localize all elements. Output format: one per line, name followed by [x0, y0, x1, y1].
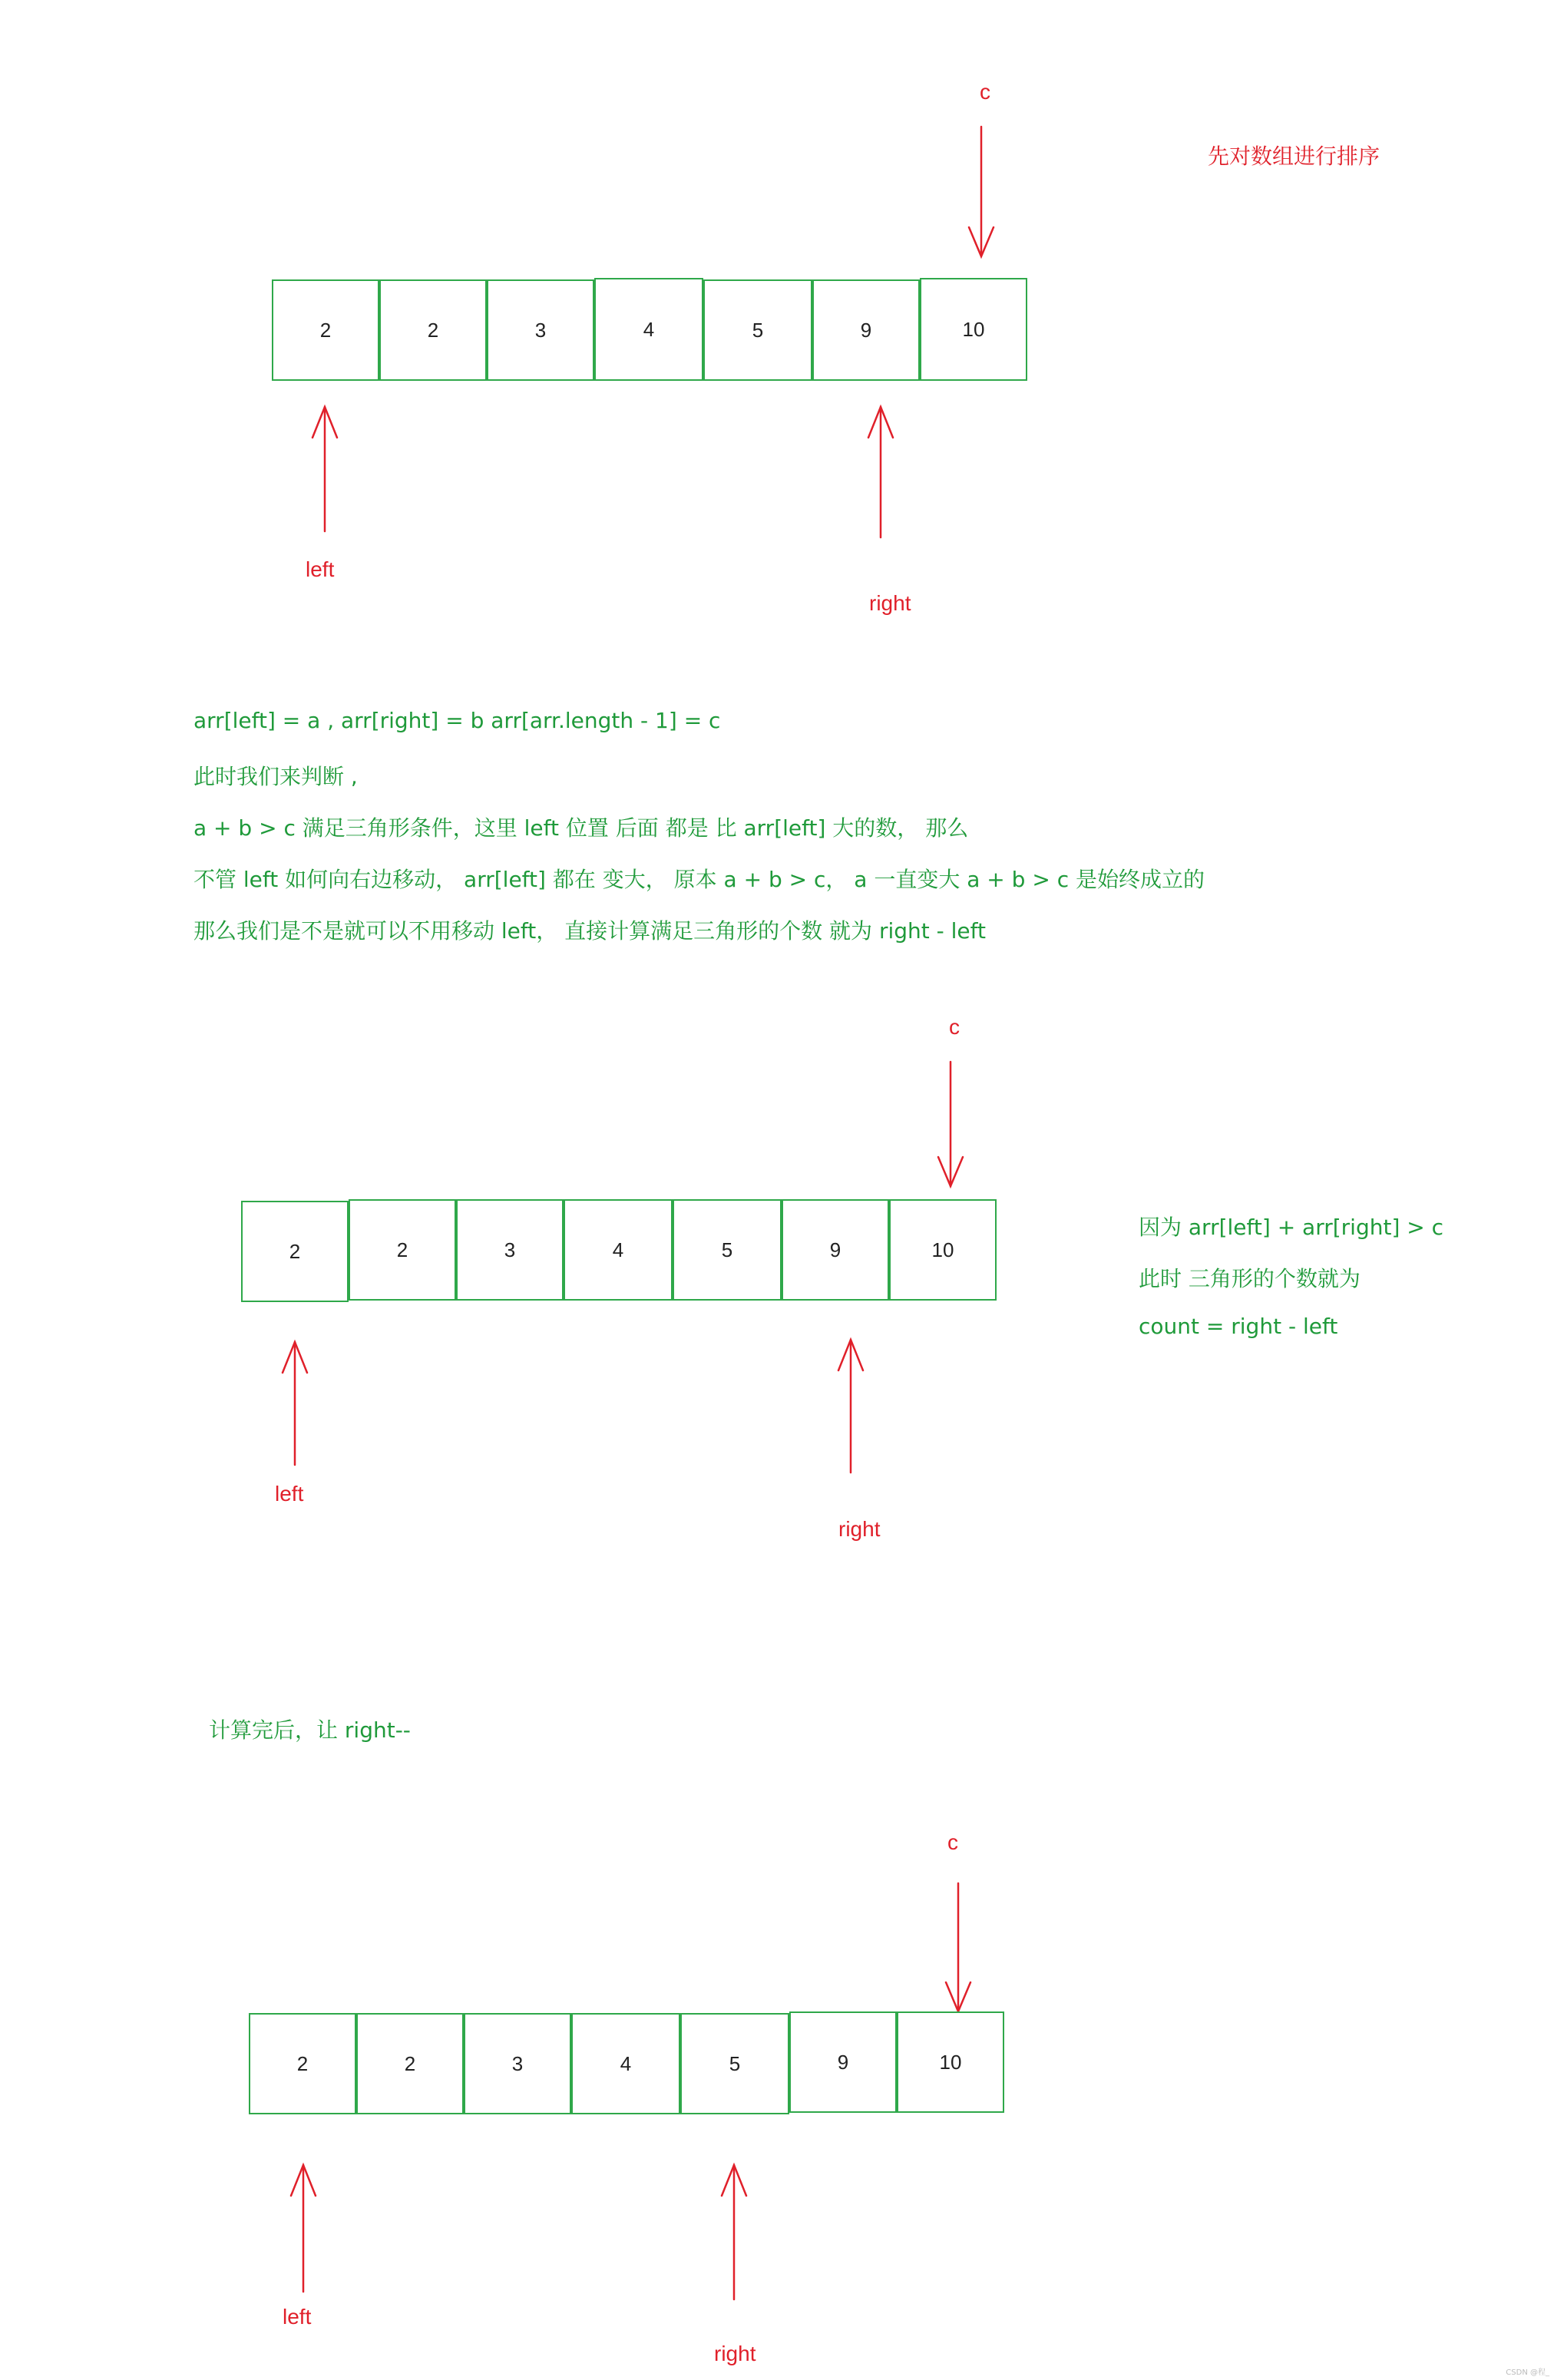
explanation-line: 此时我们来判断 , [193, 764, 358, 789]
c-arrow-3 [946, 1883, 970, 2011]
array-cell: 3 [464, 2013, 571, 2114]
explanation-line: 不管 left 如何向右边移动， arr[left] 都在 变大， 原本 a + b > c， a 一直变大 a + b > c 是始终成立的 [193, 867, 1205, 892]
array-cell: 4 [594, 278, 703, 381]
side-note-line: 因为 arr[left] + arr[right] > c [1139, 1215, 1444, 1240]
array-cell: 2 [356, 2013, 464, 2114]
array-cell: 10 [920, 278, 1027, 381]
after-note: 计算完后，让 right-- [209, 1717, 411, 1743]
left-label-2: left [275, 1482, 304, 1506]
array-cell: 4 [564, 1199, 673, 1301]
array-cell: 2 [249, 2013, 356, 2114]
right-label-3: right [714, 2342, 756, 2365]
array-cell: 9 [812, 279, 920, 381]
side-note-line: count = right - left [1139, 1314, 1338, 1339]
array-cell: 3 [456, 1199, 564, 1301]
explanation-line: arr[left] = a , arr[right] = b arr[arr.length - 1] = c [193, 708, 721, 733]
left-label-3: left [283, 2305, 312, 2329]
left-arrow-3 [291, 2165, 316, 2292]
side-note-line: 此时 三角形的个数就为 [1139, 1266, 1361, 1291]
array-cell: 4 [571, 2013, 680, 2114]
right-arrow-1 [868, 407, 893, 537]
right-arrow-2 [838, 1340, 863, 1473]
left-arrow-2 [283, 1342, 307, 1465]
left-arrow-1 [312, 407, 337, 531]
c-label-3: c [947, 1830, 958, 1854]
array-cell: 5 [673, 1199, 782, 1301]
array-cell: 2 [272, 279, 379, 381]
explanation-line: 那么我们是不是就可以不用移动 left， 直接计算满足三角形的个数 就为 right - left [193, 918, 986, 944]
explanation-line: a + b > c 满足三角形条件，这里 left 位置 后面 都是 比 arr[left] 大的数， 那么 [193, 815, 969, 841]
watermark: CSDN @程_ [1506, 2368, 1549, 2377]
array-cell: 5 [703, 279, 812, 381]
c-arrow-1 [969, 127, 994, 256]
c-label-2: c [949, 1015, 960, 1039]
array-cell: 9 [782, 1199, 889, 1301]
array-cell: 10 [897, 2011, 1004, 2113]
right-label-1: right [869, 591, 911, 615]
c-arrow-2 [938, 1062, 963, 1186]
c-label-1: c [980, 80, 990, 104]
array-cell: 2 [379, 279, 487, 381]
array-cell: 10 [889, 1199, 997, 1301]
array-cell: 2 [349, 1199, 456, 1301]
right-label-2: right [838, 1517, 881, 1541]
array-cell: 2 [241, 1201, 349, 1302]
array-cell: 3 [487, 279, 594, 381]
array-cell: 5 [680, 2013, 789, 2114]
sort-note: 先对数组进行排序 [1208, 144, 1380, 169]
left-label-1: left [306, 557, 335, 581]
array-cell: 9 [789, 2011, 897, 2113]
right-arrow-3 [722, 2165, 746, 2299]
